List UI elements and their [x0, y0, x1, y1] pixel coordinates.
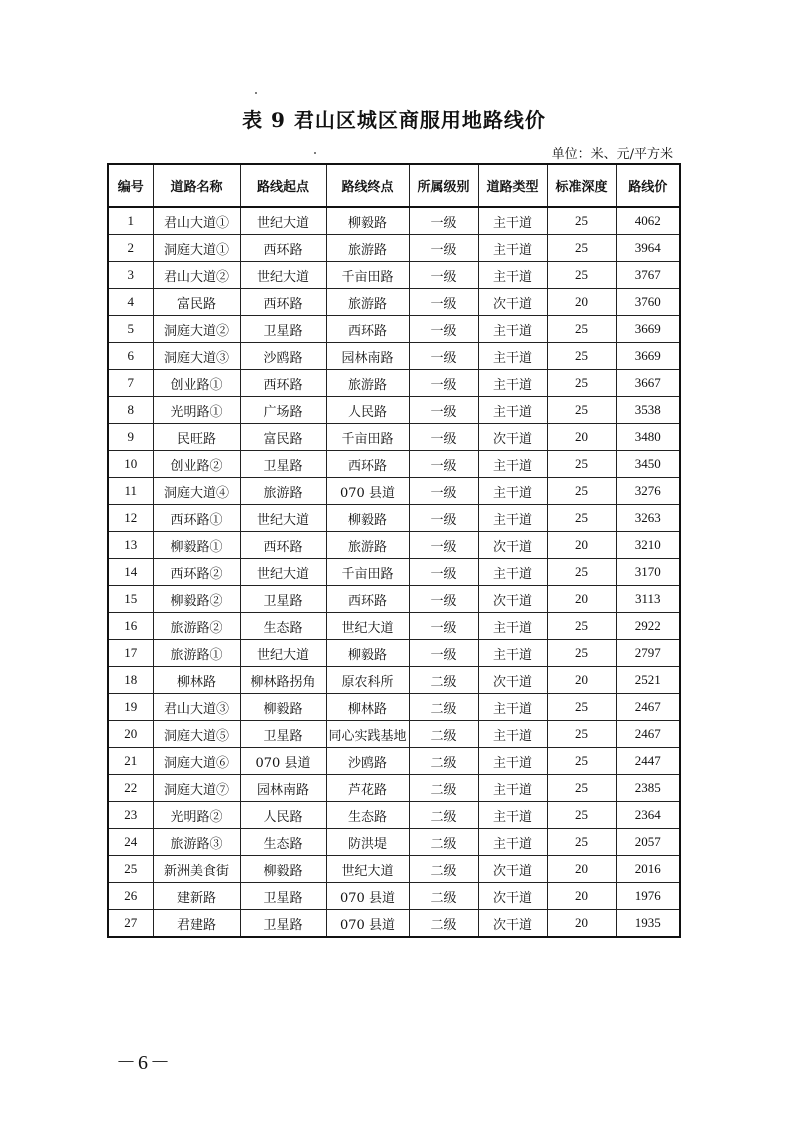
cell-road-name: 旅游路①: [153, 640, 240, 667]
cell-level: 一级: [409, 532, 478, 559]
table-row: [108, 829, 680, 856]
table-row: [108, 451, 680, 478]
cell-road-name: 洞庭大道③: [153, 343, 240, 370]
cell-price: 1976: [616, 883, 680, 910]
cell-road-type: 主干道: [478, 694, 547, 721]
cell-end: 070 县道: [326, 478, 409, 505]
cell-road-type: 主干道: [478, 370, 547, 397]
cell-depth: 20: [547, 424, 616, 451]
cell-start: 园林南路: [240, 775, 326, 802]
cell-depth: 25: [547, 478, 616, 505]
cell-id: 18: [108, 667, 153, 694]
cell-start: 世纪大道: [240, 262, 326, 289]
cell-id: 5: [108, 316, 153, 343]
cell-level: 二级: [409, 856, 478, 883]
cell-road-name: 创业路②: [153, 451, 240, 478]
table-row: [108, 883, 680, 910]
cell-end: 生态路: [326, 802, 409, 829]
cell-id: 26: [108, 883, 153, 910]
cell-end: 旅游路: [326, 235, 409, 262]
cell-level: 二级: [409, 802, 478, 829]
unit-note: 单位：米、元/平方米: [551, 147, 673, 162]
cell-road-type: 主干道: [478, 640, 547, 667]
cell-depth: 25: [547, 343, 616, 370]
cell-id: 15: [108, 586, 153, 613]
cell-depth: 25: [547, 559, 616, 586]
cell-end: 世纪大道: [326, 613, 409, 640]
cell-end: 千亩田路: [326, 262, 409, 289]
cell-road-name: 光明路②: [153, 802, 240, 829]
table-row: [108, 856, 680, 883]
cell-start: 人民路: [240, 802, 326, 829]
cell-depth: 25: [547, 613, 616, 640]
cell-price: 3210: [616, 532, 680, 559]
cell-id: 22: [108, 775, 153, 802]
cell-price: 3760: [616, 289, 680, 316]
header-level: 所属级别: [409, 164, 478, 207]
scan-speck: [255, 92, 257, 94]
cell-depth: 25: [547, 397, 616, 424]
cell-road-name: 柳林路: [153, 667, 240, 694]
cell-start: 西环路: [240, 370, 326, 397]
cell-end: 千亩田路: [326, 424, 409, 451]
cell-price: 3669: [616, 343, 680, 370]
cell-id: 10: [108, 451, 153, 478]
cell-id: 27: [108, 910, 153, 938]
cell-id: 3: [108, 262, 153, 289]
cell-road-name: 西环路②: [153, 559, 240, 586]
cell-end: 柳林路: [326, 694, 409, 721]
cell-road-type: 次干道: [478, 883, 547, 910]
cell-road-type: 主干道: [478, 613, 547, 640]
cell-depth: 20: [547, 910, 616, 938]
cell-road-name: 旅游路②: [153, 613, 240, 640]
cell-id: 6: [108, 343, 153, 370]
header-id: 编号: [108, 164, 153, 207]
table-row: [108, 802, 680, 829]
cell-level: 一级: [409, 262, 478, 289]
cell-id: 12: [108, 505, 153, 532]
cell-price: 2521: [616, 667, 680, 694]
cell-price: 3276: [616, 478, 680, 505]
cell-price: 1935: [616, 910, 680, 938]
cell-road-name: 西环路①: [153, 505, 240, 532]
cell-start: 070 县道: [240, 748, 326, 775]
cell-level: 二级: [409, 667, 478, 694]
cell-road-type: 次干道: [478, 532, 547, 559]
cell-road-name: 旅游路③: [153, 829, 240, 856]
cell-road-name: 洞庭大道①: [153, 235, 240, 262]
cell-price: 2057: [616, 829, 680, 856]
cell-end: 柳毅路: [326, 207, 409, 235]
cell-start: 卫星路: [240, 316, 326, 343]
cell-level: 二级: [409, 721, 478, 748]
cell-depth: 25: [547, 505, 616, 532]
cell-end: 西环路: [326, 451, 409, 478]
table-row: [108, 505, 680, 532]
cell-level: 一级: [409, 316, 478, 343]
road-price-table: [107, 163, 681, 938]
cell-road-name: 君山大道②: [153, 262, 240, 289]
cell-depth: 25: [547, 721, 616, 748]
header-price: 路线价: [616, 164, 680, 207]
cell-road-name: 柳毅路②: [153, 586, 240, 613]
table-body: [108, 207, 680, 937]
cell-start: 世纪大道: [240, 207, 326, 235]
header-depth: 标准深度: [547, 164, 616, 207]
cell-price: 3263: [616, 505, 680, 532]
cell-depth: 25: [547, 207, 616, 235]
table-row: [108, 424, 680, 451]
cell-price: 2467: [616, 694, 680, 721]
cell-depth: 25: [547, 802, 616, 829]
cell-price: 2922: [616, 613, 680, 640]
cell-depth: 25: [547, 640, 616, 667]
cell-end: 旅游路: [326, 532, 409, 559]
cell-road-type: 主干道: [478, 235, 547, 262]
cell-price: 2364: [616, 802, 680, 829]
cell-id: 14: [108, 559, 153, 586]
cell-price: 2797: [616, 640, 680, 667]
cell-id: 17: [108, 640, 153, 667]
header-end: 路线终点: [326, 164, 409, 207]
header-road-type: 道路类型: [478, 164, 547, 207]
cell-road-name: 民旺路: [153, 424, 240, 451]
table-row: [108, 478, 680, 505]
cell-price: 3964: [616, 235, 680, 262]
cell-depth: 25: [547, 829, 616, 856]
cell-end: 人民路: [326, 397, 409, 424]
cell-level: 二级: [409, 775, 478, 802]
cell-start: 世纪大道: [240, 559, 326, 586]
cell-start: 西环路: [240, 235, 326, 262]
header-road-name: 道路名称: [153, 164, 240, 207]
cell-price: 2016: [616, 856, 680, 883]
table-row: [108, 910, 680, 938]
cell-level: 二级: [409, 748, 478, 775]
cell-start: 柳毅路: [240, 856, 326, 883]
cell-start: 世纪大道: [240, 505, 326, 532]
cell-start: 生态路: [240, 613, 326, 640]
cell-price: 3667: [616, 370, 680, 397]
cell-level: 二级: [409, 829, 478, 856]
cell-end: 沙鸥路: [326, 748, 409, 775]
cell-road-type: 主干道: [478, 262, 547, 289]
table-row: [108, 235, 680, 262]
cell-depth: 25: [547, 748, 616, 775]
cell-id: 1: [108, 207, 153, 235]
cell-price: 3480: [616, 424, 680, 451]
cell-road-type: 主干道: [478, 343, 547, 370]
cell-road-type: 次干道: [478, 424, 547, 451]
cell-level: 一级: [409, 478, 478, 505]
cell-level: 一级: [409, 370, 478, 397]
table-row: [108, 559, 680, 586]
cell-road-type: 主干道: [478, 775, 547, 802]
cell-level: 二级: [409, 694, 478, 721]
cell-level: 一级: [409, 505, 478, 532]
cell-end: 柳毅路: [326, 505, 409, 532]
table-row: [108, 316, 680, 343]
cell-end: 防洪堤: [326, 829, 409, 856]
table-row: [108, 667, 680, 694]
table-row: [108, 207, 680, 235]
cell-depth: 20: [547, 667, 616, 694]
cell-depth: 20: [547, 586, 616, 613]
table-row: [108, 586, 680, 613]
cell-road-type: 主干道: [478, 748, 547, 775]
header-start: 路线起点: [240, 164, 326, 207]
cell-level: 一级: [409, 586, 478, 613]
cell-id: 2: [108, 235, 153, 262]
cell-road-name: 洞庭大道⑥: [153, 748, 240, 775]
cell-road-type: 次干道: [478, 910, 547, 938]
cell-end: 芦花路: [326, 775, 409, 802]
cell-depth: 20: [547, 883, 616, 910]
cell-road-name: 君山大道①: [153, 207, 240, 235]
table-row: [108, 289, 680, 316]
cell-road-name: 光明路①: [153, 397, 240, 424]
cell-depth: 25: [547, 262, 616, 289]
cell-id: 9: [108, 424, 153, 451]
cell-price: 3113: [616, 586, 680, 613]
cell-price: 3669: [616, 316, 680, 343]
cell-level: 一级: [409, 207, 478, 235]
cell-road-name: 洞庭大道⑦: [153, 775, 240, 802]
cell-start: 卫星路: [240, 910, 326, 938]
cell-id: 19: [108, 694, 153, 721]
cell-id: 11: [108, 478, 153, 505]
cell-level: 一级: [409, 397, 478, 424]
cell-id: 8: [108, 397, 153, 424]
cell-start: 广场路: [240, 397, 326, 424]
cell-road-type: 主干道: [478, 829, 547, 856]
cell-end: 原农科所: [326, 667, 409, 694]
table-row: [108, 397, 680, 424]
cell-id: 23: [108, 802, 153, 829]
cell-end: 旅游路: [326, 370, 409, 397]
cell-road-name: 洞庭大道④: [153, 478, 240, 505]
cell-road-type: 次干道: [478, 856, 547, 883]
table-row: [108, 370, 680, 397]
cell-road-name: 洞庭大道⑤: [153, 721, 240, 748]
cell-road-type: 主干道: [478, 397, 547, 424]
table-row: [108, 640, 680, 667]
cell-start: 沙鸥路: [240, 343, 326, 370]
cell-price: 3538: [616, 397, 680, 424]
cell-depth: 25: [547, 775, 616, 802]
cell-end: 西环路: [326, 316, 409, 343]
cell-start: 卫星路: [240, 883, 326, 910]
cell-end: 园林南路: [326, 343, 409, 370]
cell-depth: 20: [547, 532, 616, 559]
cell-start: 西环路: [240, 532, 326, 559]
cell-road-name: 新洲美食街: [153, 856, 240, 883]
cell-depth: 25: [547, 235, 616, 262]
cell-road-name: 建新路: [153, 883, 240, 910]
cell-end: 同心实践基地: [326, 721, 409, 748]
table-row: [108, 721, 680, 748]
cell-level: 一级: [409, 640, 478, 667]
cell-depth: 20: [547, 856, 616, 883]
cell-road-type: 主干道: [478, 451, 547, 478]
cell-depth: 25: [547, 694, 616, 721]
cell-level: 一级: [409, 289, 478, 316]
table-row: [108, 613, 680, 640]
cell-road-type: 主干道: [478, 559, 547, 586]
cell-road-name: 君山大道③: [153, 694, 240, 721]
cell-end: 070 县道: [326, 910, 409, 938]
cell-road-name: 洞庭大道②: [153, 316, 240, 343]
cell-start: 卫星路: [240, 586, 326, 613]
cell-id: 16: [108, 613, 153, 640]
cell-start: 生态路: [240, 829, 326, 856]
cell-id: 13: [108, 532, 153, 559]
cell-level: 一级: [409, 613, 478, 640]
cell-price: 2467: [616, 721, 680, 748]
cell-road-type: 主干道: [478, 478, 547, 505]
document-title: 表 9 君山区城区商服用地路线价: [242, 108, 546, 132]
cell-id: 24: [108, 829, 153, 856]
cell-road-type: 次干道: [478, 289, 547, 316]
cell-price: 4062: [616, 207, 680, 235]
cell-level: 一级: [409, 424, 478, 451]
cell-price: 3170: [616, 559, 680, 586]
cell-start: 西环路: [240, 289, 326, 316]
cell-level: 二级: [409, 883, 478, 910]
cell-start: 旅游路: [240, 478, 326, 505]
cell-price: 3767: [616, 262, 680, 289]
table-row: [108, 748, 680, 775]
page-number: －6－: [116, 1052, 172, 1074]
cell-start: 卫星路: [240, 721, 326, 748]
cell-start: 柳林路拐角: [240, 667, 326, 694]
cell-level: 一级: [409, 559, 478, 586]
cell-id: 7: [108, 370, 153, 397]
cell-road-type: 主干道: [478, 207, 547, 235]
cell-road-type: 次干道: [478, 667, 547, 694]
cell-id: 4: [108, 289, 153, 316]
cell-level: 一级: [409, 451, 478, 478]
cell-level: 一级: [409, 343, 478, 370]
cell-road-name: 柳毅路①: [153, 532, 240, 559]
table-row: [108, 343, 680, 370]
table-row: [108, 532, 680, 559]
cell-depth: 25: [547, 370, 616, 397]
table-row: [108, 262, 680, 289]
cell-start: 世纪大道: [240, 640, 326, 667]
cell-road-name: 君建路: [153, 910, 240, 938]
table-header-row: [108, 164, 680, 207]
cell-price: 3450: [616, 451, 680, 478]
cell-road-type: 主干道: [478, 316, 547, 343]
cell-level: 二级: [409, 910, 478, 938]
cell-id: 21: [108, 748, 153, 775]
cell-road-name: 富民路: [153, 289, 240, 316]
cell-road-type: 主干道: [478, 802, 547, 829]
cell-depth: 25: [547, 451, 616, 478]
cell-price: 2385: [616, 775, 680, 802]
scan-speck: [314, 152, 316, 154]
cell-start: 富民路: [240, 424, 326, 451]
cell-price: 2447: [616, 748, 680, 775]
cell-start: 卫星路: [240, 451, 326, 478]
cell-road-name: 创业路①: [153, 370, 240, 397]
cell-id: 25: [108, 856, 153, 883]
table-row: [108, 775, 680, 802]
table-row: [108, 694, 680, 721]
cell-level: 一级: [409, 235, 478, 262]
cell-road-type: 主干道: [478, 721, 547, 748]
cell-end: 世纪大道: [326, 856, 409, 883]
cell-start: 柳毅路: [240, 694, 326, 721]
cell-id: 20: [108, 721, 153, 748]
cell-depth: 20: [547, 289, 616, 316]
cell-road-type: 主干道: [478, 505, 547, 532]
cell-end: 西环路: [326, 586, 409, 613]
cell-end: 千亩田路: [326, 559, 409, 586]
cell-end: 070 县道: [326, 883, 409, 910]
cell-depth: 25: [547, 316, 616, 343]
cell-road-type: 次干道: [478, 586, 547, 613]
cell-end: 柳毅路: [326, 640, 409, 667]
cell-end: 旅游路: [326, 289, 409, 316]
